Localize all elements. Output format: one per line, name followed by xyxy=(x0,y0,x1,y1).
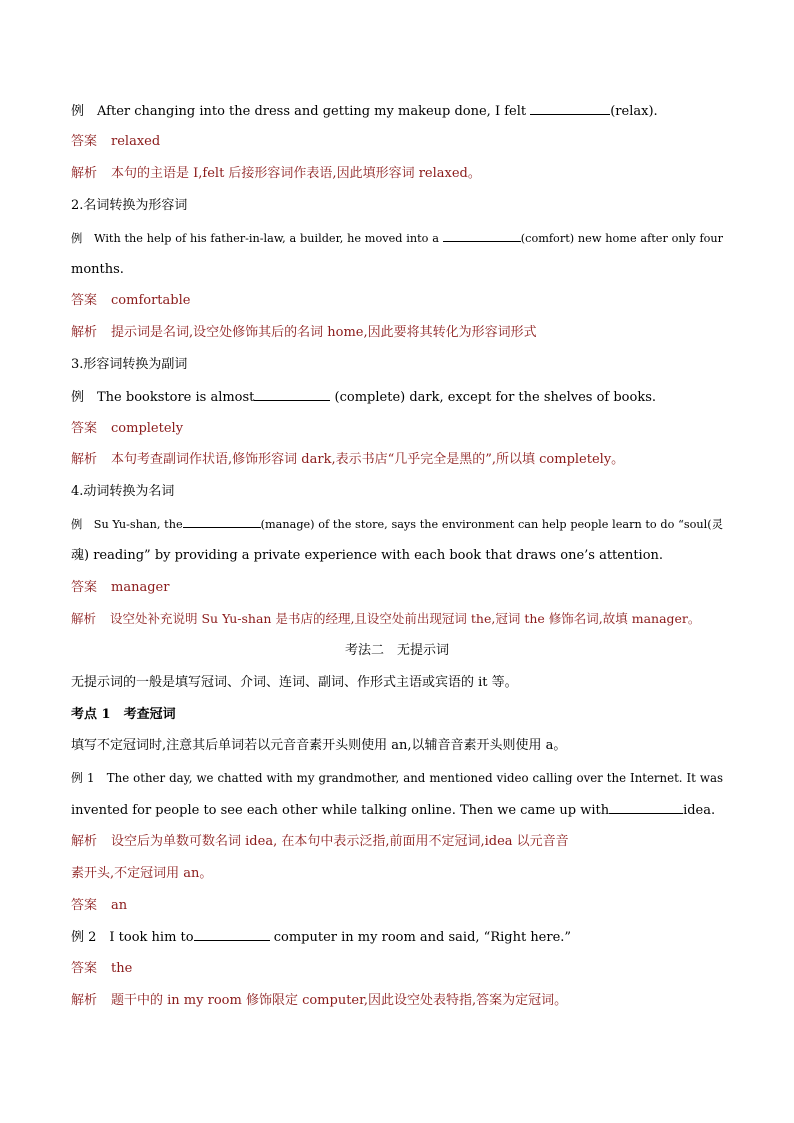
answer-label: 答案 xyxy=(71,134,98,149)
example-text-before-blank: 例 Su Yu-shan, the xyxy=(71,518,183,531)
analysis-line xyxy=(71,165,723,183)
analysis-text: 本句的主语是 I,felt 后接形容词作表语,因此填形容词 relaxed。 xyxy=(111,166,481,181)
paragraph: 无提示词的一般是填写冠词、介词、连词、副词、作形式主语或宾语的 it 等。 xyxy=(71,675,518,690)
example-text-before-blank: invented for people to see each other while talking online. Then we came up with xyxy=(71,803,610,818)
example-text-after-blank: idea. xyxy=(683,803,716,818)
analysis-label: 解析 xyxy=(71,452,98,467)
answer-label: 答案 xyxy=(71,293,98,308)
analysis-label: 解析 xyxy=(71,166,98,181)
answer-blank xyxy=(530,102,610,115)
analysis-text: 题干中的 in my room 修饰限定 computer,因此设空处表特指,答案为定冠词。 xyxy=(111,993,568,1008)
section-heading: 2.名词转换为形容词 xyxy=(71,198,188,213)
answer-label: 答案 xyxy=(71,421,98,436)
example-text-after-blank: (complete) dark, except for the shelves of books. xyxy=(330,390,657,405)
answer-line xyxy=(71,133,723,151)
paragraph: 填写不定冠词时,注意其后单词若以元音音素开头则使用 an,以辅音音素开头则使用 a。 xyxy=(71,738,567,753)
example-text-before-blank: 例 With the help of his father-in-law, a builder, he moved into a xyxy=(71,232,443,245)
answer-blank xyxy=(183,515,261,528)
example-text-before-blank: 例 2 I took him to xyxy=(71,930,194,945)
analysis-text: 提示词是名词,设空处修饰其后的名词 home,因此要将其转化为形容词形式 xyxy=(111,325,537,340)
example-line xyxy=(71,801,723,820)
analysis-text: 设空后为单数可数名词 idea, 在本句中表示泛指,前面用不定冠词,idea 以元音音 xyxy=(111,834,569,849)
analysis-label: 解析 xyxy=(71,834,98,849)
answer-label: 答案 xyxy=(71,580,98,595)
analysis-label: 解析 xyxy=(71,325,98,340)
answer-line xyxy=(71,897,723,915)
example-text-after-blank: (comfort) new home after only four xyxy=(520,232,723,245)
example-text-after-blank: computer in my room and said, “Right here.” xyxy=(269,930,572,945)
answer-text: relaxed xyxy=(111,134,161,149)
example-text-before-blank: 例 After changing into the dress and getting my makeup done, I felt xyxy=(71,104,531,119)
example-continuation: months. xyxy=(71,262,124,277)
answer-text: comfortable xyxy=(111,293,191,308)
example-line xyxy=(71,388,723,407)
answer-blank xyxy=(443,229,521,242)
answer-blank xyxy=(254,388,330,401)
answer-line xyxy=(71,292,723,310)
analysis-line xyxy=(71,833,723,851)
answer-text: an xyxy=(111,898,128,913)
section-heading: 3.形容词转换为副词 xyxy=(71,357,188,372)
example-line xyxy=(71,928,723,947)
example-continuation: 魂) reading” by providing a private experience with each book that draws one’s attention. xyxy=(71,548,664,563)
analysis-text: 本句考查副词作状语,修饰形容词 dark,表示书店“几乎完全是黑的”,所以填 completely。 xyxy=(111,452,625,467)
method-heading: 考法二 无提示词 xyxy=(344,643,449,658)
example-line: 例 1 The other day, we chatted with my grandmother, and mentioned video calling over the Internet. It was xyxy=(71,771,723,785)
example-line xyxy=(71,102,723,121)
answer-blank xyxy=(609,801,683,814)
answer-text: the xyxy=(111,961,133,976)
analysis-label: 解析 xyxy=(71,611,97,626)
analysis-line xyxy=(71,610,723,628)
example-text-after-blank: (relax). xyxy=(610,104,658,119)
answer-text: manager xyxy=(111,580,170,595)
analysis-label: 解析 xyxy=(71,993,98,1008)
answer-line xyxy=(71,579,723,597)
answer-line xyxy=(71,420,723,438)
answer-label: 答案 xyxy=(71,961,98,976)
analysis-text: 设空处补充说明 Su Yu-shan 是书店的经理,且设空处前出现冠词 the,冠词 the 修饰名词,故填 manager。 xyxy=(110,611,701,626)
example-text-before-blank: 例 The bookstore is almost xyxy=(71,390,255,405)
point-heading: 考点 1 考查冠词 xyxy=(71,707,176,722)
example-line xyxy=(71,515,723,534)
analysis-line xyxy=(71,992,723,1010)
section-heading: 4.动词转换为名词 xyxy=(71,484,175,499)
example-text-after-blank: (manage) of the store, says the environment can help people learn to do “soul(灵 xyxy=(260,518,723,531)
example-line xyxy=(71,229,723,248)
answer-label: 答案 xyxy=(71,898,98,913)
answer-line xyxy=(71,960,723,978)
answer-blank xyxy=(194,928,270,941)
analysis-continuation: 素开头,不定冠词用 an。 xyxy=(71,866,213,881)
analysis-line xyxy=(71,451,723,469)
answer-text: completely xyxy=(111,421,184,436)
analysis-line xyxy=(71,324,723,342)
